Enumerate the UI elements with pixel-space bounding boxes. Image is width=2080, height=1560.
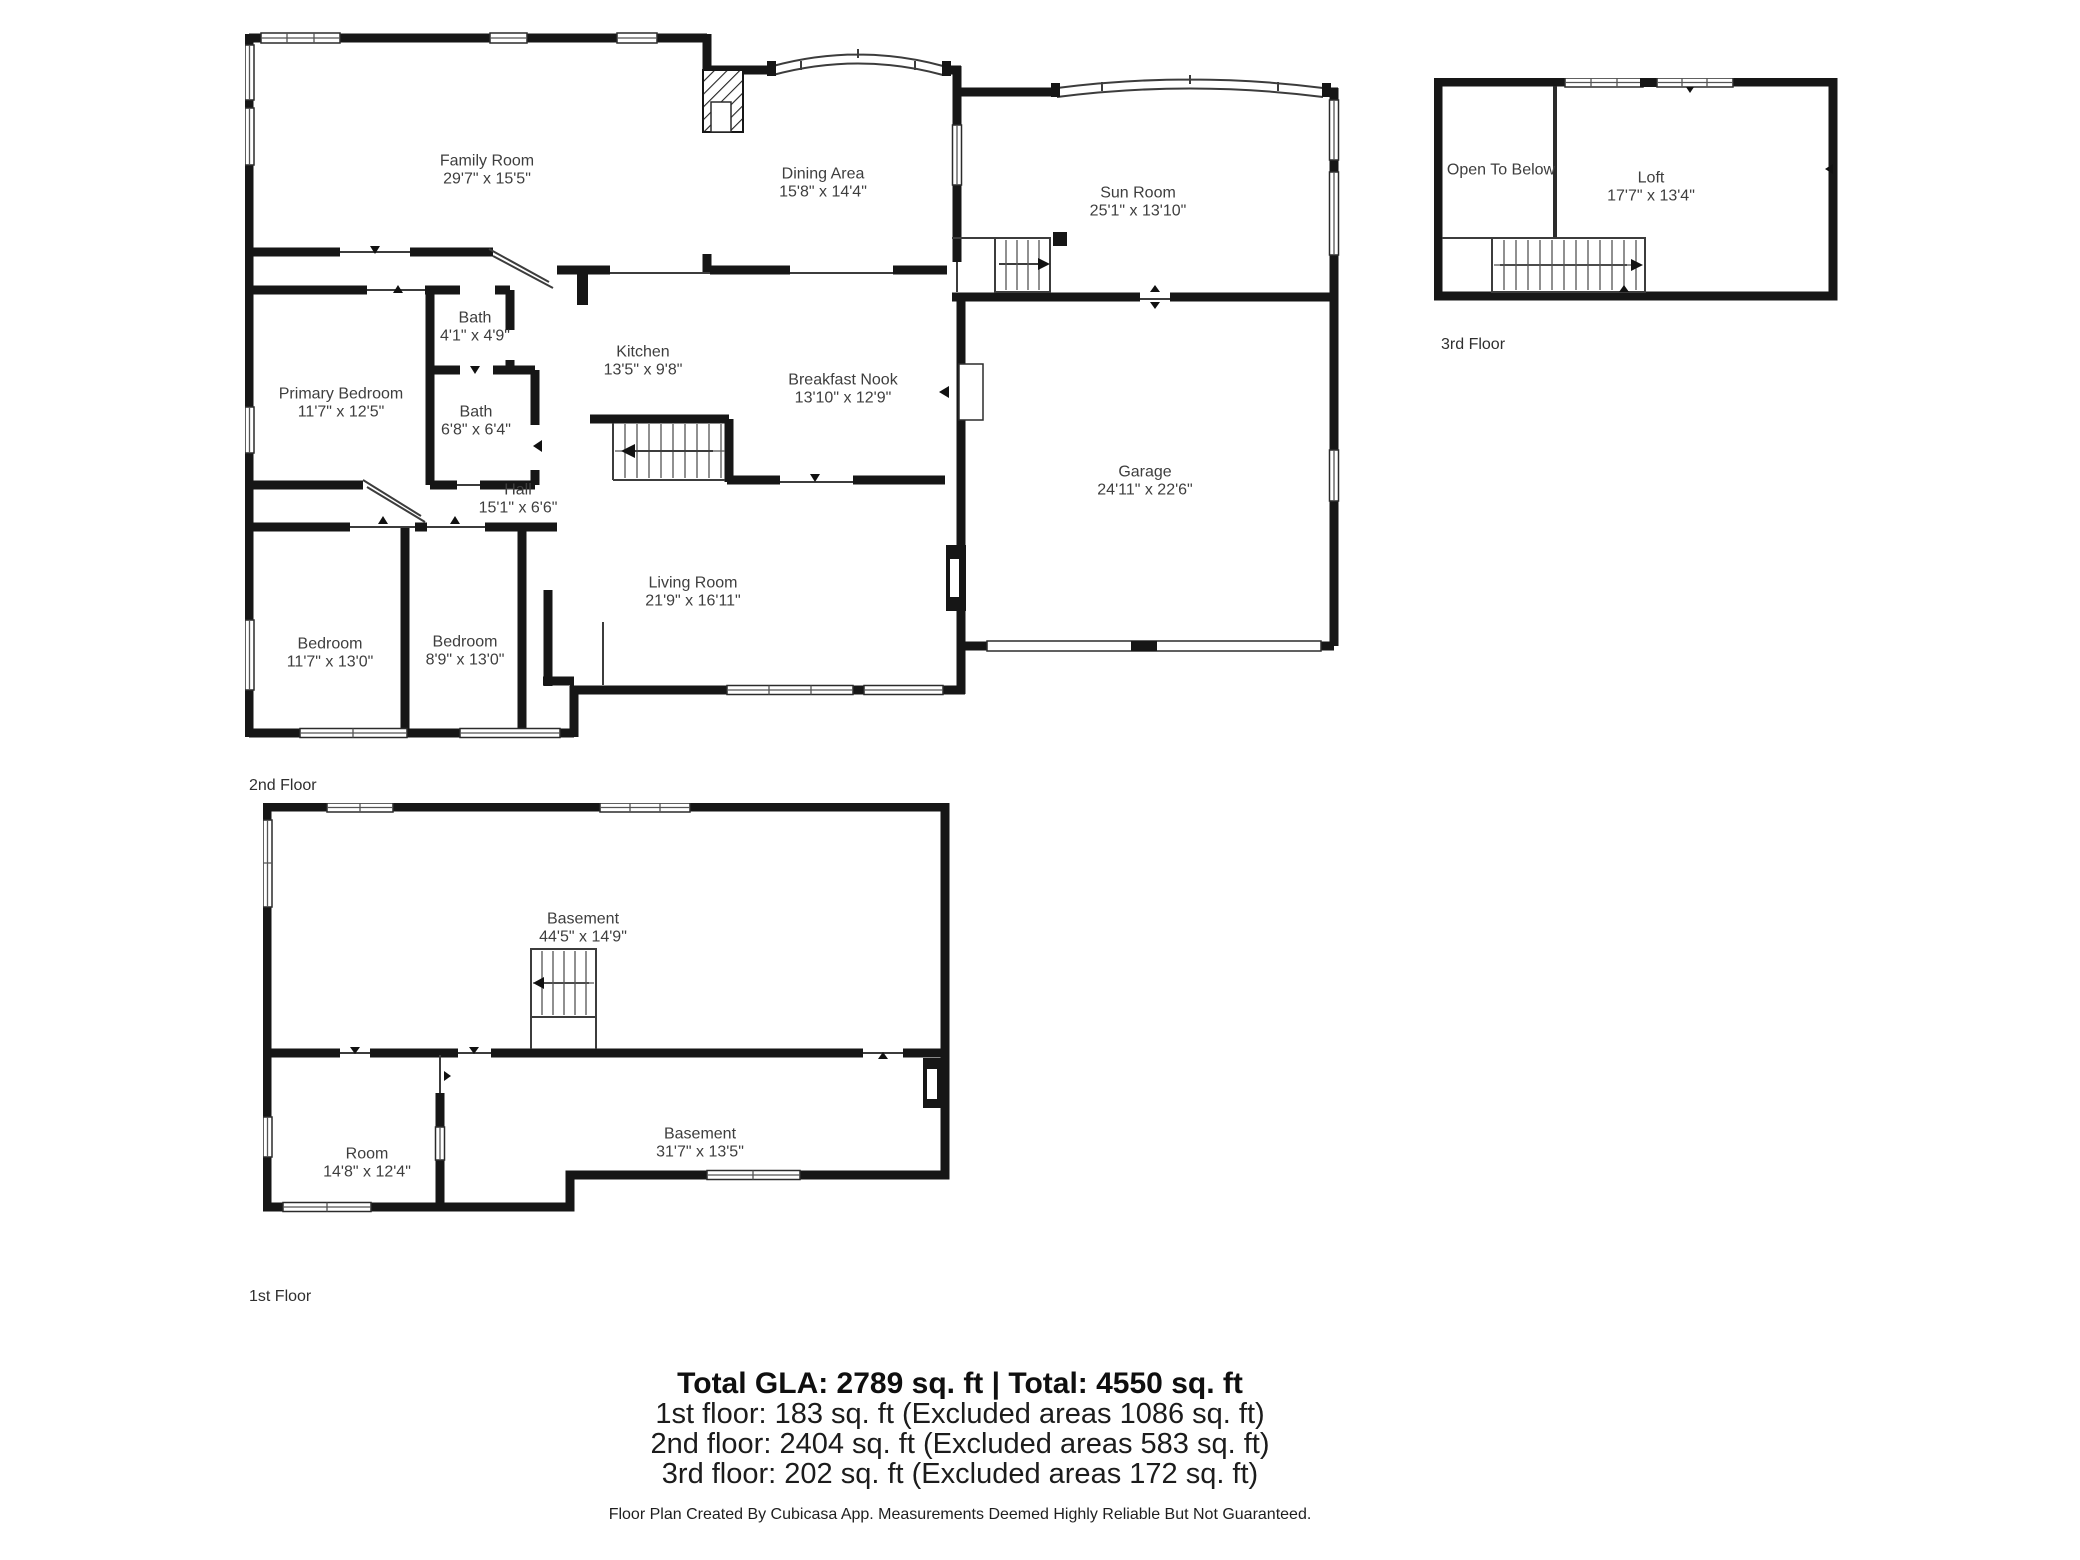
first-floor-plan — [263, 803, 953, 1213]
room-label: Basement 31'7" x 13'5" — [656, 1125, 744, 1160]
floor-label-3rd: 3rd Floor — [1441, 336, 1506, 353]
room-label: Kitchen 13'5" x 9'8" — [603, 343, 683, 378]
room-label: Living Room 21'9" x 16'11" — [645, 574, 741, 609]
room-label: Dining Area 15'8" x 14'4" — [779, 165, 867, 200]
room-label: Bath 4'1" x 4'9" — [440, 309, 510, 344]
room-label: Bedroom 8'9" x 13'0" — [425, 633, 505, 668]
room-label: Room 14'8" x 12'4" — [323, 1145, 411, 1180]
room-label: Sun Room 25'1" x 13'10" — [1089, 184, 1187, 219]
floor-label-2nd: 2nd Floor — [249, 777, 317, 794]
disclaimer: Floor Plan Created By Cubicasa App. Measurements Deemed Highly Reliable But Not Guaranteed. — [608, 1506, 1312, 1523]
area-summary — [340, 1368, 1580, 1489]
third-floor-room-labels — [1434, 78, 1839, 303]
room-label: Open To Below — [1446, 161, 1556, 179]
summary-line: 2nd floor: 2404 sq. ft (Excluded areas 583 sq. ft) — [650, 1428, 1270, 1460]
room-label: Loft 17'7" x 13'4" — [1607, 169, 1695, 204]
room-label: Hall 15'1" x 6'6" — [478, 481, 558, 516]
room-label: Primary Bedroom 11'7" x 12'5" — [278, 385, 404, 420]
room-label: Breakfast Nook 13'10" x 12'9" — [788, 371, 898, 406]
room-label: Basement 44'5" x 14'9" — [539, 910, 627, 945]
second-floor-plan — [245, 30, 1345, 745]
floor-label-1st: 1st Floor — [249, 1288, 312, 1305]
total-gla: Total GLA: 2789 sq. ft | Total: 4550 sq. ft — [677, 1367, 1243, 1400]
second-floor-room-labels — [245, 30, 1345, 745]
floor-area-lines — [340, 1399, 1580, 1489]
room-label: Bath 6'8" x 6'4" — [441, 403, 511, 438]
summary-line: 3rd floor: 202 sq. ft (Excluded areas 172 sq. ft) — [661, 1458, 1259, 1490]
room-label: Bedroom 11'7" x 13'0" — [286, 635, 374, 670]
room-label: Garage 24'11" x 22'6" — [1097, 463, 1193, 498]
first-floor-room-labels — [263, 803, 953, 1213]
room-label: Family Room 29'7" x 15'5" — [439, 152, 535, 187]
third-floor-plan — [1434, 78, 1839, 303]
summary-line: 1st floor: 183 sq. ft (Excluded areas 1086 sq. ft) — [655, 1398, 1265, 1430]
